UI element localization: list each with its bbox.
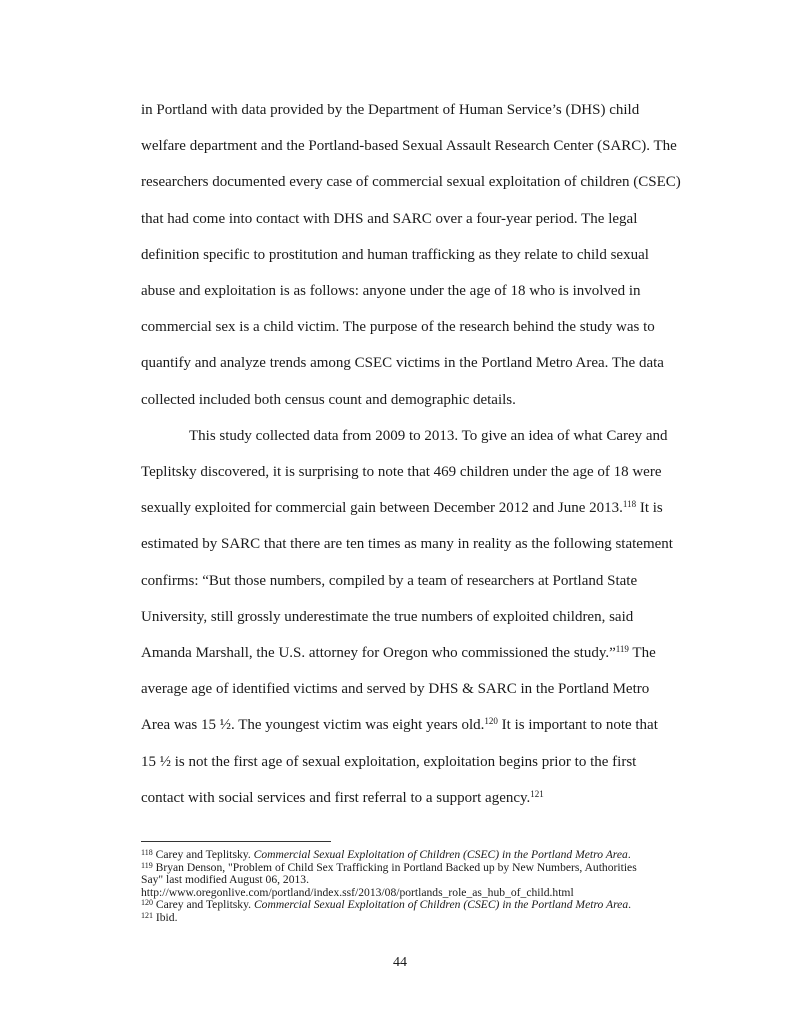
footnote-ref-118[interactable]: 118	[622, 499, 637, 510]
text-line: researchers documented every case of commercial sexual exploitation of children (CSEC)	[141, 174, 681, 191]
text-line: Teplitsky discovered, it is surprising to note that 469 children under the age of 18 were	[141, 464, 662, 481]
footnote-119	[141, 862, 721, 900]
footnote-tail: .	[627, 848, 631, 861]
footnote-121	[141, 912, 721, 925]
line-text: Area was 15 ½. The youngest victim was eight years old.	[141, 717, 485, 734]
text-line: welfare department and the Portland-based Sexual Assault Research Center (SARC). The	[141, 138, 677, 155]
text-line: abuse and exploitation is as follows: anyone under the age of 18 who is involved in	[141, 283, 641, 300]
footnote-author: Carey and Teplitsky.	[152, 848, 254, 861]
page-number: 44	[393, 955, 407, 970]
text-line: average age of identified victims and served by DHS & SARC in the Portland Metro	[141, 681, 650, 698]
footnote-title: Commercial Sexual Exploitation of Children (CSEC) in the Portland Metro Area	[253, 848, 628, 861]
line-text: The	[628, 645, 656, 662]
text-line: confirms: “But those numbers, compiled by a team of researchers at Portland State	[141, 572, 638, 589]
line-text: sexually exploited for commercial gain between December 2012 and June 2013.	[141, 500, 623, 517]
line-text: contact with social services and first referral to a support agency.	[141, 789, 531, 806]
text-line	[141, 780, 721, 816]
text-line: commercial sex is a child victim. The purpose of the research behind the study was to	[141, 319, 655, 336]
footnote-title: Commercial Sexual Exploitation of Children (CSEC) in the Portland Metro Area	[253, 898, 629, 912]
footnote-author: Carey and Teplitsky.	[153, 898, 254, 912]
text-line: 15 ½ is not the first age of sexual exploitation, exploitation begins prior to the first	[141, 753, 637, 770]
text-line: definition specific to prostitution and human trafficking as they relate to child sexual	[141, 246, 649, 263]
line-text: Amanda Marshall, the U.S. attorney for Oregon who commissioned the study.”	[141, 645, 616, 662]
footnote-tail: .	[628, 898, 632, 912]
line-text: It is	[636, 500, 663, 517]
footnote-text: Bryan Denson, "Problem of Child Sex Trafficking in Portland Backed up by New Numbers, Authorities	[152, 860, 637, 874]
footnote-text: Say" last modified August 06, 2013.	[141, 873, 310, 887]
text-line: collected included both census count and demographic details.	[141, 391, 516, 408]
line-text: It is important to note that	[497, 717, 658, 734]
text-line: quantify and analyze trends among CSEC victims in the Portland Metro Area. The data	[141, 355, 664, 372]
footnotes	[141, 849, 721, 925]
footnote-ref-119[interactable]: 119	[615, 644, 629, 655]
footnote-divider	[141, 841, 331, 842]
footnote-number: 119	[141, 860, 153, 870]
body-text	[141, 92, 721, 816]
footnote-url[interactable]: http://www.oregonlive.com/portland/index.ssf/2013/08/portlands_role_as_hub_of_child.html	[141, 885, 574, 899]
paragraph-study	[141, 418, 721, 816]
footnote-number: 121	[141, 910, 153, 920]
paragraph-continued	[141, 92, 721, 418]
footnote-text: Ibid.	[153, 910, 178, 924]
text-line: in Portland with data provided by the Department of Human Service’s (DHS) child	[141, 102, 640, 118]
text-line	[141, 635, 721, 671]
footnote-ref-120[interactable]: 120	[484, 716, 498, 727]
text-line	[141, 490, 721, 526]
text-line: that had come into contact with DHS and SARC over a four-year period. The legal	[141, 210, 638, 227]
text-line	[141, 707, 721, 743]
footnote-number: 120	[141, 898, 153, 908]
footnote-120	[141, 899, 721, 912]
text-line: This study collected data from 2009 to 2013. To give an idea of what Carey and	[189, 427, 668, 444]
footnote-number: 118	[141, 848, 153, 857]
footnote-ref-121[interactable]: 121	[530, 788, 544, 799]
text-line: estimated by SARC that there are ten times as many in reality as the following statement	[141, 536, 673, 553]
text-line: University, still grossly underestimate the true numbers of exploited children, said	[141, 608, 634, 625]
